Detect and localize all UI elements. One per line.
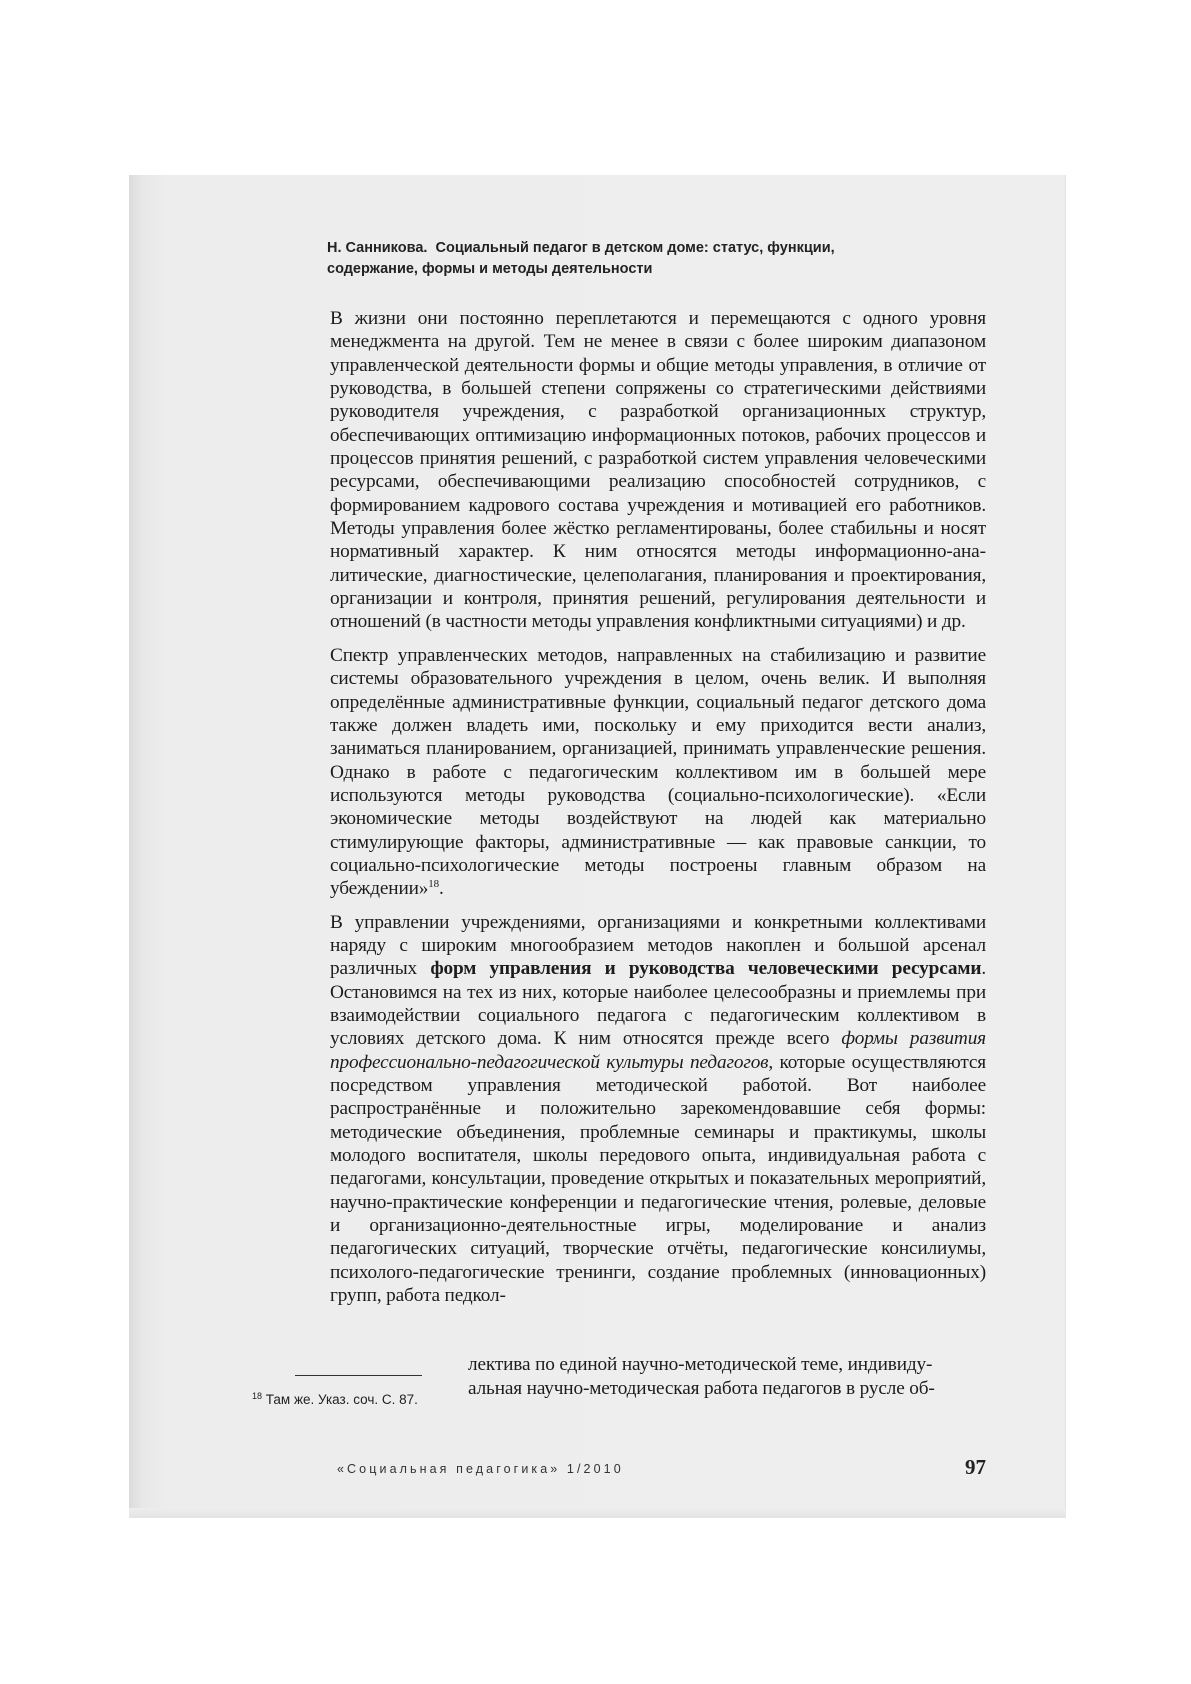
paragraph-1: В жизни они постоянно переплетаются и перемещаются с одного уровня менеджмента на другой. Тем не менее в связи с более широким диапазоном управленческой деятельности формы и общие методы управления, в отличие от руководства, в большей степени сопряжены со стратегическими действиями руководителя учреждения, с разработкой организационных структур, обеспечивающих оптимизацию информационных потоков, рабочих процессов и процессов принятия решений, с разработкой систем управления человеческими ресурсами, обеспечивающими реализацию способностей сотрудников, с формированием кадрового состава учреждения и мотивацией его работников. Методы управления более жёстко регламентированы, более стабильны и носят нормативный характер. К ним относятся методы информационно-аналитические, диагностические, целеполагания, планирования и проектирования, организации и контроля, принятия решений, регулирования деятельности и отношений (в частности методы управления конфликтными ситуациями) и др. [330,308,986,633]
paragraph-3 [330,911,986,1308]
article-body [330,307,986,1317]
footnote-divider [295,1375,422,1376]
paragraph-3-part-b: . Остановимся на тех из них, которые наиболее целесообразны и приемлемы при взаимодействии социального педагога с педагогическим коллективом в условиях детского дома. К ним относятся прежде всего [330,958,986,1050]
paragraph-2-text: Спектр управленческих методов, направленных на стабилизацию и развитие системы образовательного учреждения в целом, очень велик. И выполняя определённые административные функции, социальный педагог детского дома также должен владеть ими, поскольку и ему приходится вести анализ, заниматься планированием, организацией, принимать управленческие решения. Однако в работе с педагогическим коллективом им в большей мере используются методы руководства (социально-психологические). «Если экономические методы воздействуют на людей как материально стимулирующие факторы, административные — как правовые санкции, то социально-психологические методы построены главным образом на убеждении» [330,644,986,900]
running-head [327,238,987,280]
footnote-ref[interactable]: 18 [428,878,439,891]
paragraph-3-tail-line-2: альная научно-методическая работа педагогов в русле об- [468,1378,935,1399]
footnote [252,1391,418,1407]
article-title-part-2: содержание, формы и методы деятельности [327,261,653,277]
paragraph-3-part-c: , которые осуществляются посредством управления методической работой. Вот наиболее распространённые и положительно зарекомендовавшие себя формы: методические объединения, проблемные семинары и практикумы, школы молодого воспитателя, школы передового опыта, индивидуальная работа с педагогами, консультации, проведение открытых и показательных мероприятий, научно-практические конференции и педагогические чтения, ролевые, деловые и организационно-деятельностные игры, моделирование и анализ педагогических ситуаций, творческие отчёты, педагогические консилиумы, психолого-педагогические тренинги, создание проблемных (инновационных) групп, работа педкол- [330,1051,986,1307]
author-name: Н. Санникова. [327,240,428,256]
paragraph-3-bold-term: форм управления и руководства человеческими ресурсами [430,958,982,980]
journal-name: «Социальная педагогика» 1/2010 [337,1462,624,1476]
article-title-part-1: Социальный педагог в детском доме: статус, функции, [435,240,835,256]
footnote-number: 18 [252,1391,263,1401]
paragraph-3-part-a: В управлении учреждениями, организациями и конкретными коллективами наряду с широким многообразием методов накоплен и большой арсенал различных [330,911,986,980]
running-head-line-1 [327,238,987,259]
paragraph-2 [330,644,986,901]
paragraph-3-italic-term: формы развития профессионально-педагогической культуры педагогов [330,1028,986,1073]
page-number: 97 [965,1455,986,1479]
paragraph-3-tail-line-1: лектива по единой научно-методической теме, индивиду- [468,1354,933,1375]
footnote-text: Там же. Указ. соч. С. 87. [265,1392,418,1407]
paragraph-2-end: . [439,878,444,900]
